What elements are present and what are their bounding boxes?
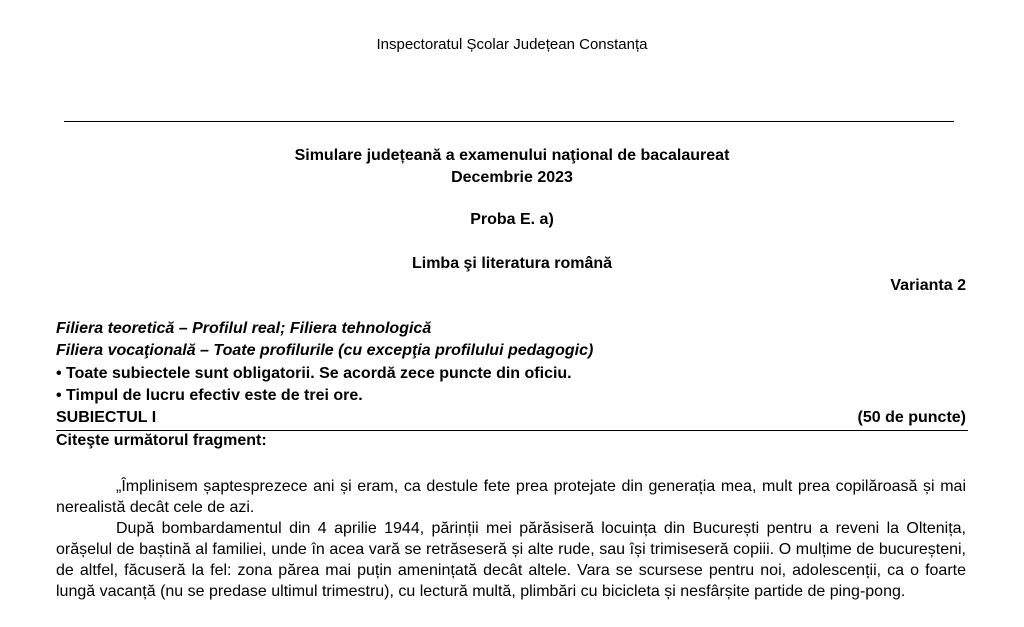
filiera-line-1: Filiera teoretică – Profilul real; Filiera tehnologică [56, 320, 432, 337]
section-task: Citeşte următorul fragment: [56, 432, 267, 449]
exam-variant: Varianta 2 [890, 277, 966, 294]
fragment-paragraph-1: „Împlinisem șaptesprezece ani și eram, ca destule fete prea protejate din generația mea, mult prea copilăroasă și mai nerealistă decât cele de azi. [56, 478, 966, 516]
exam-subject: Limba şi literatura română [411, 255, 613, 272]
exam-title: Simulare județeană a examenului naţional de bacalaureat [294, 147, 730, 164]
fragment-paragraph-2: După bombardamentul din 4 aprilie 1944, părinții mei părăsiseră locuința din București pentru a reveni la Oltenița, orășelul de baștină al familiei, unde în acea vară se retrăseseră și alte rude, sau își trimiseseră copiii. O mulțime de bucureșteni, de altfel, făcuseră la fel: zona părea mai puțin amenințată decât altele. Vara se scursese pentru noi, adolescenții, ca o foarte lungă vacanță (nu se predase ultimul trimestru), cu lectură multă, plimbări cu bicicleta și nesfârșite partide de ping-pong. [56, 520, 966, 600]
section-header [56, 409, 966, 429]
section-divider [56, 430, 968, 431]
section-label: SUBIECTUL I [56, 409, 157, 426]
exam-proba: Proba E. a) [470, 211, 554, 228]
section-points: (50 de puncte) [857, 409, 966, 426]
header-divider [64, 121, 954, 122]
instruction-1: • Toate subiectele sunt obligatorii. Se acordă zece puncte din oficiu. [56, 365, 572, 383]
institution-header: Inspectoratul Școlar Județean Constanța [376, 36, 648, 53]
instruction-2: • Timpul de lucru efectiv este de trei ore. [56, 387, 363, 405]
filiera-line-2: Filiera vocaţională – Toate profilurile (cu excepţia profilului pedagogic) [56, 342, 594, 359]
exam-date: Decembrie 2023 [451, 169, 573, 186]
